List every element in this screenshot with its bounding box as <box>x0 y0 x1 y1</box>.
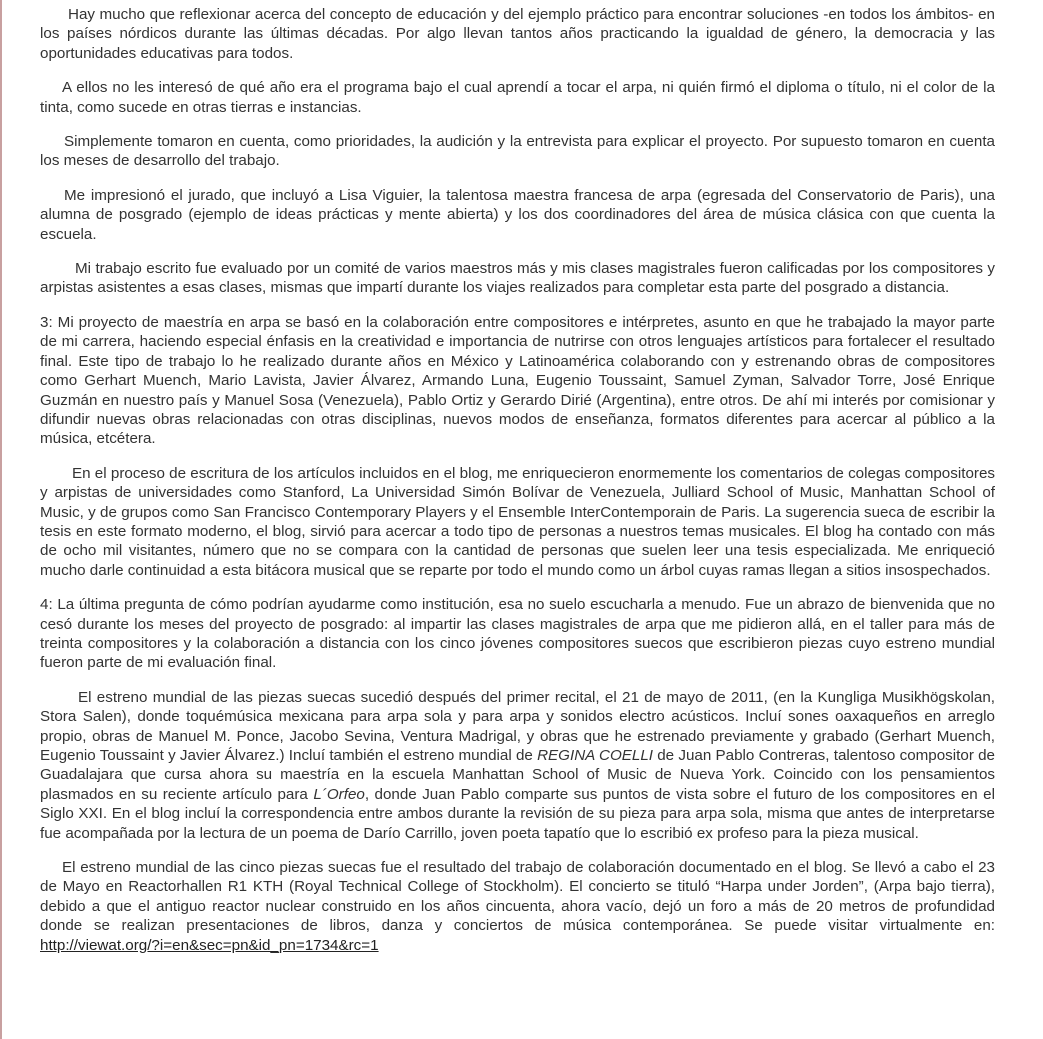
paragraph-master-project: 3: Mi proyecto de maestría en arpa se basó en la colaboración entre compositores e intérpretes, asunto en que he trabajado la mayor parte de mi carrera, haciendo especial énfasis en la creatividad e importancia de nutrirse con otros lenguajes artísticos para fortalecer el resultado final. Este tipo de trabajo lo he realizado durante años en México y Latinoamérica colaborando con y estrenando obras de compositores como Gerhart Muench, Mario Lavista, Javier Álvarez, Armando Luna, Eugenio Toussaint, Samuel Zyman, Salvador Torre, José Enrique Guzmán en nuestro país y Manuel Sosa (Venezuela), Pablo Ortiz y Gerardo Dirié (Argentina), entre otros. De ahí mi interés por comisionar y difundir nuevas obras relacionadas con otras disciplinas, nuevos modos de enseñanza, formatos diferentes para acercar al público a la música, etcétera. <box>40 313 995 448</box>
paragraph-evaluation: Mi trabajo escrito fue evaluado por un comité de varios maestros más y mis clases magistrales fueron calificadas por los compositores y arpistas asistentes a esas clases, mismas que impartí durante los viajes realizados para completar esta parte del posgrado a distancia. <box>40 260 995 297</box>
premiere-text-part2: de Juan Pablo Contreras, talentoso compositor de Guadalajara que cursa ahora su maestría en la escuela Manhattan School of Music de Nueva York. Coincido con los pensamientos plasmados en su reciente artículo para <box>40 747 995 803</box>
premiere-text-part3: , donde Juan Pablo comparte sus puntos de vista sobre el futuro de los compositores en el Siglo XXI. En el blog incluí la correspondencia entre ambos durante la revisión de su pieza para arpa sola, misma que antes de interpretarse fue acompañada por la lectura de un poema de Darío Carrillo, joven poeta tapatío que lo escribió ex profeso para la pieza musical. <box>40 785 995 842</box>
paragraph-blog-writing: En el proceso de escritura de los artículos incluidos en el blog, me enriquecieron enormemente los comentarios de colegas compositores y arpistas de universidades como Stanford, La Universidad Simón Bolívar de Venezuela, Julliard School of Music, Manhattan School of Music, y de grupos como San Francisco Contemporary Players y el Ensemble InterContemporain de Paris. La sugerencia sueca de escribir la tesis en este formato moderno, el blog, sirvió para acercar a todo tipo de personas a nuestros temas musicales. El blog ha contado con más de ocho mil visitantes, número que no se compara con la cantidad de personas que suelen leer una tesis especializada. Me enriqueció mucho darle continuidad a esta bitácora musical que se reparte por todo el mundo como un árbol cuyas ramas llegan a sitios insospechados. <box>40 464 995 579</box>
publication-title-lorfeo: L´Orfeo <box>313 785 365 803</box>
paragraph-swedish-premiere <box>40 858 995 955</box>
page-left-border <box>0 0 2 1039</box>
paragraph-jury: Me impresionó el jurado, que incluyó a Lisa Viguier, la talentosa maestra francesa de arpa (egresada del Conservatorio de Paris), una alumna de posgrado (ejemplo de ideas prácticas y mente abierta) y los dos coordinadores del área de música clásica con que cuenta la escuela. <box>40 186 995 243</box>
article-body <box>40 5 995 970</box>
paragraph-world-premiere <box>40 688 995 843</box>
swedish-premiere-text: El estreno mundial de las cinco piezas suecas fue el resultado del trabajo de colaboración documentado en el blog. Se llevó a cabo el 23 de Mayo en Reactorhallen R1 KTH (Royal Technical College of Stockholm). El concierto se tituló “Harpa under Jorden”, (Arpa bajo tierra), debido a que el antiguo reactor nuclear construido en los años cincuenta, ahora vacío, dejó un foro a más de 20 metros de profundidad donde se realizan presentaciones de libros, danza y conciertos de música contemporánea. Se puede visitar virtualmente en: <box>40 859 995 935</box>
work-title-regina-coelli: REGINA COELLI <box>537 747 653 764</box>
premiere-text-part1: El estreno mundial de las piezas suecas sucedió después del primer recital, el 21 de mayo de 2011, (en la Kungliga Musikhögskolan, Stora Salen), donde toquémúsica mexicana para arpa sola y para arpa y sonidos electro acústicos. Incluí sones oaxaqueños en arreglo propio, obras de Manuel M. Ponce, Jacobo Sevina, Ventura Madrigal, y obras que he estrenado previamente y grabado (Gerhart Muench, Eugenio Toussaint y Javier Álvarez.) Incluí también el estreno mundial de <box>40 688 995 764</box>
paragraph-nordic-education: Hay mucho que reflexionar acerca del concepto de educación y del ejemplo práctico para encontrar soluciones -en todos los ámbitos- en los países nórdicos durante las últimas décadas. Por algo llevan tantos años practicando la igualdad de género, la democracia y las oportunidades educativas para todos. <box>40 6 995 62</box>
paragraph-priorities: Simplemente tomaron en cuenta, como prioridades, la audición y la entrevista para explicar el proyecto. Por supuesto tomaron en cuenta los meses de desarrollo del trabajo. <box>40 133 995 170</box>
virtual-visit-link[interactable]: http://viewat.org/?i=en&sec=pn&id_pn=1734&rc=1 <box>40 936 379 954</box>
paragraph-diploma: A ellos no les interesó de qué año era el programa bajo el cual aprendí a tocar el arpa, ni quién firmó el diploma o título, ni el color de la tinta, como sucede en otras tierras e instancias. <box>40 79 995 116</box>
paragraph-institution-help: 4: La última pregunta de cómo podrían ayudarme como institución, esa no suelo escucharla a menudo. Fue un abrazo de bienvenida que no cesó durante los meses del proyecto de posgrado: al impartir las clases magistrales de arpa que me pidieron allá, en el taller para más de treinta compositores y la colaboración a distancia con los cinco jóvenes compositores suecos que escribieron piezas cuyo estreno mundial fueron parte de mi evaluación final. <box>40 596 995 672</box>
